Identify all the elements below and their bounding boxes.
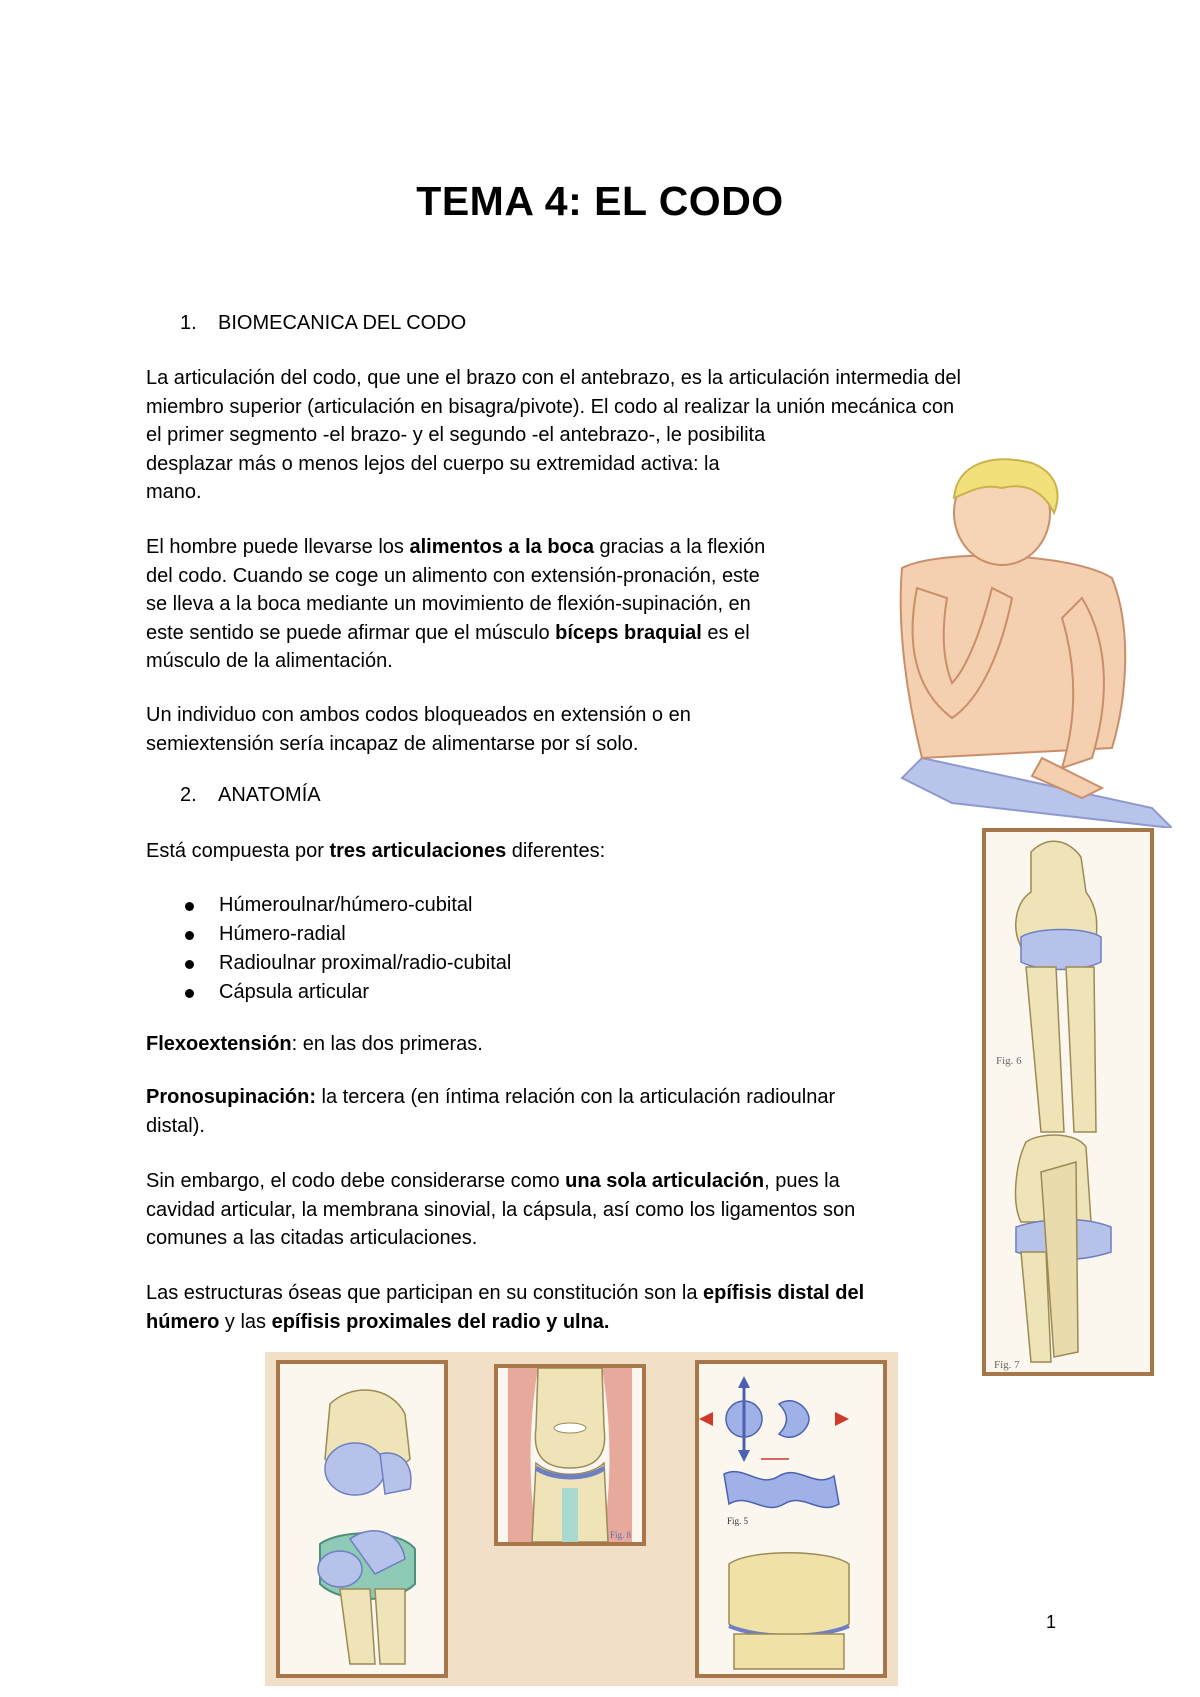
text-line: El hombre puede llevarse los alimentos a la boca gracias a la flexión (146, 536, 766, 558)
text-line: cavidad articular, la membrana sinovial, la cápsula, así como los ligamentos son (146, 1198, 856, 1221)
text-line: La articulación del codo, que une el brazo con el antebrazo, es la articulación intermedia del (146, 367, 961, 389)
text-line: Un individuo con ambos codos bloqueados en extensión o en (146, 704, 691, 726)
text-line: Sin embargo, el codo debe considerarse como una sola articulación, pues la (146, 1170, 840, 1192)
document-title: TEMA 4: EL CODO (416, 178, 784, 224)
bold-term: epífisis proximales del radio y ulna. (271, 1310, 610, 1333)
text-line: Las estructuras óseas que participan en su constitución son la epífisis distal del (146, 1282, 865, 1304)
text-line: Pronosupinación: la tercera (en íntima relación con la articulación radioulnar (146, 1086, 836, 1108)
fig8-label: Fig. 8 (610, 1530, 632, 1540)
text-line: comunes a las citadas articulaciones. (146, 1227, 478, 1249)
paragraph-flexoextension (146, 1030, 483, 1059)
bold-term: alimentos a la boca (409, 536, 594, 558)
bullet-icon (185, 902, 194, 911)
paragraph-composition (146, 837, 605, 866)
bold-term: tres articulaciones (329, 840, 507, 862)
paragraph-pronosupination (146, 1083, 835, 1140)
bold-term: Pronosupinación: (146, 1086, 316, 1108)
page-number: 1 (1046, 1612, 1057, 1632)
fig6-label: Fig. 6 (996, 1055, 1022, 1067)
text-line: Flexoextensión: en las dos primeras. (146, 1033, 483, 1055)
fig7-label: Fig. 7 (994, 1359, 1020, 1371)
mechanics-diagram-figure (695, 1360, 887, 1678)
paragraph-blocked (146, 701, 691, 758)
text-line: desplazar más o menos lejos del cuerpo su extremidad activa: la (146, 452, 720, 475)
bold-term: una sola articulación (565, 1170, 765, 1192)
bold-term: Flexoextensión (146, 1033, 292, 1055)
fig5-label: Fig. 5 (727, 1516, 749, 1526)
list-item: Húmeroulnar/húmero-cubital (146, 891, 511, 920)
section-number: 1. (180, 312, 197, 334)
list-item: Cápsula articular (146, 978, 511, 1007)
elbow-bones-figure (982, 828, 1154, 1376)
joint-section-figure (494, 1364, 646, 1546)
bold-term: epífisis distal del (703, 1282, 865, 1304)
humerus-ulna-figure (276, 1360, 448, 1678)
bullet-icon (185, 931, 194, 940)
text-line: se lleva a la boca mediante un movimiento de flexión-supinación, en (146, 593, 751, 615)
list-item: Radioulnar proximal/radio-cubital (146, 949, 511, 978)
paragraph-intro (146, 364, 961, 507)
anatomy-figures-panel (265, 1352, 898, 1686)
text-line: este sentido se puede afirmar que el músculo bíceps braquial es el (146, 621, 750, 644)
section-title: ANATOMÍA (218, 784, 321, 806)
text-line: húmero y las epífisis proximales del radio y ulna. (146, 1310, 610, 1333)
paragraph-bones (146, 1279, 864, 1336)
text-line: mano. (146, 481, 202, 503)
text-line: músculo de la alimentación. (146, 650, 393, 672)
bold-term: húmero (146, 1310, 220, 1333)
paragraph-single-joint (146, 1167, 855, 1253)
text-line: Está compuesta por tres articulaciones diferentes: (146, 840, 606, 862)
bold-term: bíceps braquial (555, 621, 702, 644)
text-line: semiextensión sería incapaz de alimentarse por sí solo. (146, 732, 639, 755)
text-line: el primer segmento -el brazo- y el segundo -el antebrazo-, le posibilita (146, 424, 766, 446)
section-number: 2. (180, 784, 197, 806)
paragraph-feeding (146, 533, 765, 676)
bullet-icon (185, 960, 194, 969)
section-title: BIOMECANICA DEL CODO (218, 312, 467, 334)
text-line: distal). (146, 1114, 205, 1137)
boy-eating-illustration (862, 458, 1172, 828)
articulations-list (146, 891, 511, 1007)
text-line: miembro superior (articulación en bisagra/pivote). El codo al realizar la unión mecánica con (146, 395, 955, 418)
section-heading-2 (180, 784, 321, 807)
bullet-icon (185, 989, 194, 998)
text-line: del codo. Cuando se coge un alimento con extensión-pronación, este (146, 564, 760, 587)
section-heading-1 (180, 312, 466, 335)
list-item: Húmero-radial (146, 920, 511, 949)
